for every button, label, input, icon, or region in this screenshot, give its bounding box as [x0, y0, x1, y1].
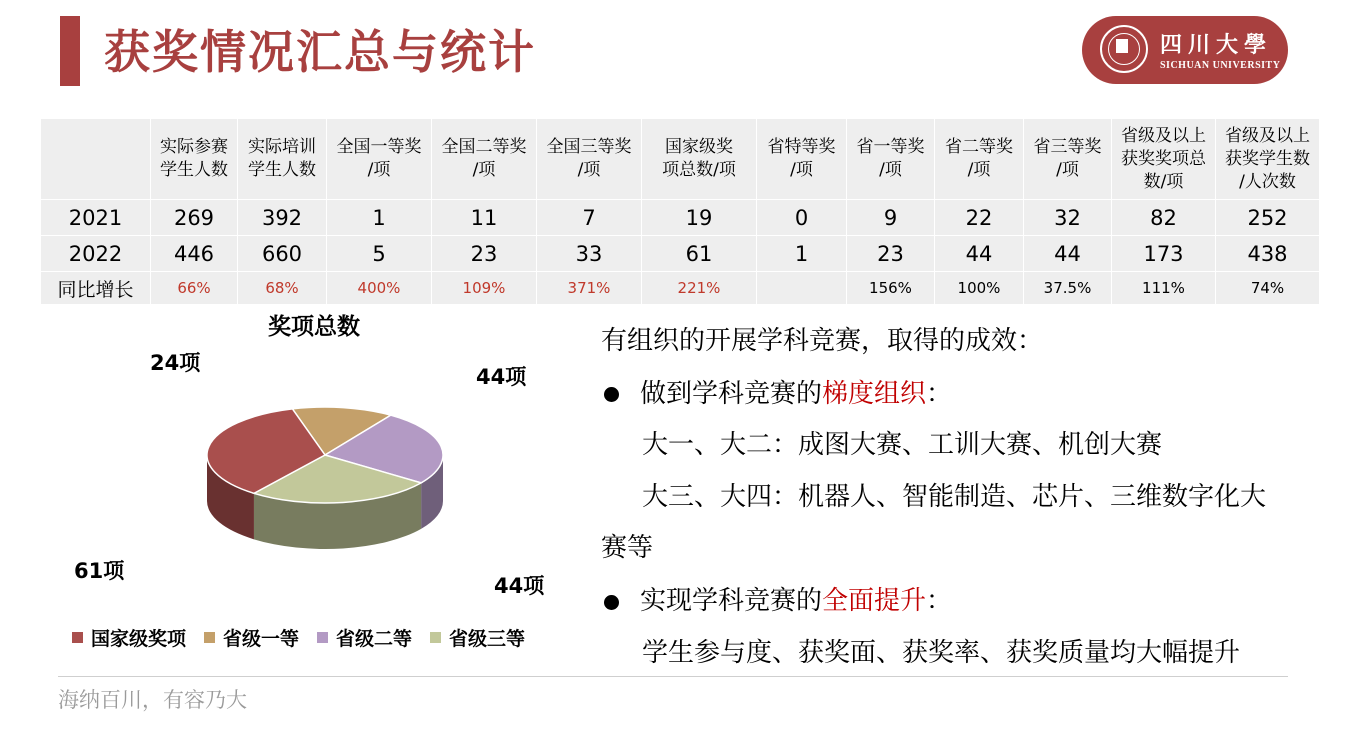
bullet-comprehensive-improvement: 实现学科竞赛的全面提升： — [640, 586, 953, 616]
row-label: 同比增长 — [41, 272, 151, 305]
bullet-dot-icon — [604, 387, 619, 402]
table-header-cell: 全国一等奖 /项 — [327, 119, 432, 200]
logo-english-name: SICHUAN UNIVERSITY — [1160, 60, 1281, 71]
table-cell: 7 — [537, 200, 642, 236]
row-label: 2022 — [41, 236, 151, 272]
table-cell: 82 — [1112, 200, 1216, 236]
table-header-cell: 实际参赛 学生人数 — [151, 119, 238, 200]
table-cell: 68% — [238, 272, 327, 305]
table-cell: 252 — [1216, 200, 1320, 236]
content-heading: 有组织的开展学科竞赛，取得的成效： — [601, 326, 1044, 356]
bullet-gradient-organization: 做到学科竞赛的梯度组织： — [640, 379, 953, 409]
table-row — [41, 272, 1320, 305]
table-cell: 109% — [432, 272, 537, 305]
table-cell: 1 — [327, 200, 432, 236]
table-cell: 23 — [847, 236, 935, 272]
table-cell: 9 — [847, 200, 935, 236]
table-header-cell: 省级及以上 获奖奖项总 数/项 — [1112, 119, 1216, 200]
line-third-fourth-year: 大三、大四：机器人、智能制造、芯片、三维数字化大 — [642, 482, 1267, 512]
table-cell: 446 — [151, 236, 238, 272]
table-header-cell: 省特等奖 /项 — [757, 119, 847, 200]
table-cell: 269 — [151, 200, 238, 236]
table-cell: 438 — [1216, 236, 1320, 272]
table-cell: 33 — [537, 236, 642, 272]
table-header-cell: 全国三等奖 /项 — [537, 119, 642, 200]
university-logo — [1082, 16, 1288, 84]
table-cell: 100% — [935, 272, 1024, 305]
legend-label: 国家级奖项 — [91, 628, 187, 650]
legend-label: 省级二等 — [336, 628, 413, 650]
line-improvement-detail: 学生参与度、获奖面、获奖率、获奖质量均大幅提升 — [642, 638, 1241, 668]
table-cell: 173 — [1112, 236, 1216, 272]
university-seal-icon — [1100, 25, 1148, 73]
table-cell — [757, 272, 847, 305]
table-cell: 371% — [537, 272, 642, 305]
table-cell: 37.5% — [1024, 272, 1112, 305]
table-cell: 111% — [1112, 272, 1216, 305]
pie-label-national: 61项 — [74, 559, 125, 583]
table-cell: 32 — [1024, 200, 1112, 236]
table-cell: 22 — [935, 200, 1024, 236]
table-header-cell: 国家级奖 项总数/项 — [642, 119, 757, 200]
page-title: 获奖情况汇总与统计 — [104, 25, 536, 79]
pie-label-provincial-third: 44项 — [494, 574, 545, 598]
table-cell: 1 — [757, 236, 847, 272]
table-cell: 156% — [847, 272, 935, 305]
table-cell: 5 — [327, 236, 432, 272]
row-label: 2021 — [41, 200, 151, 236]
table-cell: 392 — [238, 200, 327, 236]
legend-item — [204, 624, 299, 651]
table-cell: 23 — [432, 236, 537, 272]
table-row — [41, 236, 1320, 272]
legend-swatch — [317, 632, 328, 643]
table-row — [41, 200, 1320, 236]
table-cell: 0 — [757, 200, 847, 236]
table-cell: 74% — [1216, 272, 1320, 305]
table-header-cell: 省二等奖 /项 — [935, 119, 1024, 200]
title-accent-bar — [60, 16, 80, 86]
table-header-cell — [41, 119, 151, 200]
table-cell: 221% — [642, 272, 757, 305]
legend-label: 省级一等 — [223, 628, 300, 650]
pie-chart — [195, 395, 455, 575]
pie-label-provincial-first: 24项 — [150, 351, 201, 375]
table-header-cell: 省三等奖 /项 — [1024, 119, 1112, 200]
table-header-cell: 实际培训 学生人数 — [238, 119, 327, 200]
table-cell: 61 — [642, 236, 757, 272]
legend-item — [317, 624, 412, 651]
footer-divider — [58, 676, 1288, 677]
table-cell: 400% — [327, 272, 432, 305]
legend-item — [430, 624, 525, 651]
table-header-cell: 全国二等奖 /项 — [432, 119, 537, 200]
legend-swatch — [430, 632, 441, 643]
bullet-dot-icon — [604, 595, 619, 610]
line-first-second-year: 大一、大二：成图大赛、工训大赛、机创大赛 — [642, 430, 1163, 460]
legend-label: 省级三等 — [449, 628, 526, 650]
table-header-cell: 省级及以上 获奖学生数 /人次数 — [1216, 119, 1320, 200]
table-cell: 44 — [1024, 236, 1112, 272]
table-cell: 11 — [432, 200, 537, 236]
table-cell: 660 — [238, 236, 327, 272]
table-header-cell: 省一等奖 /项 — [847, 119, 935, 200]
legend-item — [72, 624, 186, 651]
line-third-fourth-year-cont: 赛等 — [601, 533, 654, 563]
legend-swatch — [72, 632, 83, 643]
legend-swatch — [204, 632, 215, 643]
table-cell: 19 — [642, 200, 757, 236]
award-stats-table — [40, 118, 1320, 305]
table-cell: 44 — [935, 236, 1024, 272]
logo-chinese-name: 四川大學 — [1160, 32, 1273, 58]
table-header-row — [41, 119, 1320, 200]
table-cell: 66% — [151, 272, 238, 305]
pie-label-provincial-second: 44项 — [476, 365, 527, 389]
footer-motto: 海纳百川，有容乃大 — [58, 688, 247, 712]
chart-title: 奖项总数 — [268, 314, 360, 340]
chart-legend — [72, 624, 525, 651]
